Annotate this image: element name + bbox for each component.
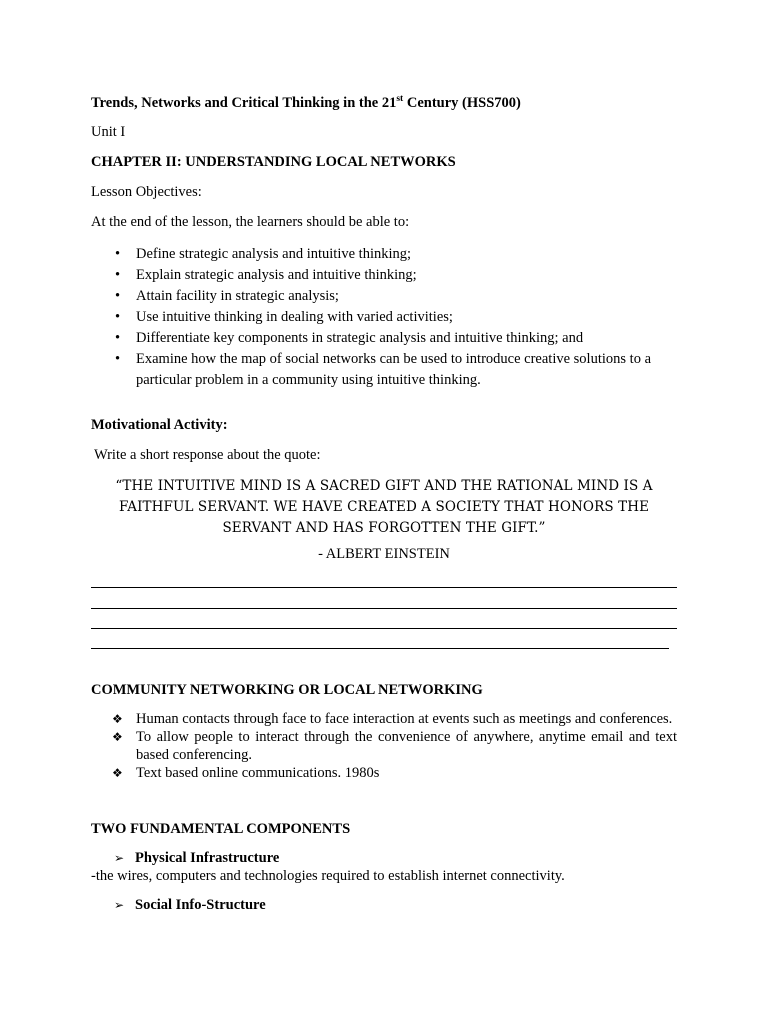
quote-line: “THE INTUITIVE MIND IS A SACRED GIFT AND THE RATIONAL MIND IS A: [115, 478, 653, 494]
course-title-superscript: st: [396, 94, 404, 104]
objective-item: [0, 286, 768, 307]
diamond-bullet-icon: ❖: [112, 730, 123, 744]
community-item-text: Human contacts through face to face interaction at events such as meetings and conferences.: [136, 711, 673, 727]
diamond-bullet-icon: ❖: [112, 712, 123, 726]
physical-infrastructure-desc: -the wires, computers and technologies required to establish internet connectivity.: [91, 868, 565, 884]
bullet-icon: •: [115, 246, 121, 262]
objective-text: Differentiate key components in strategic analysis and intuitive thinking; and: [136, 330, 584, 346]
community-list: [0, 710, 768, 782]
community-item-text: To allow people to interact through the convenience of anywhere, anytime email and text based conferencing.: [136, 729, 677, 763]
objective-text: Attain facility in strategic analysis;: [136, 288, 339, 304]
diamond-bullet-icon: ❖: [112, 766, 123, 780]
answer-line: [91, 608, 677, 609]
quote-author: - ALBERT EINSTEIN: [318, 546, 450, 562]
chapter-title: : UNDERSTANDING LOCAL NETWORKS: [176, 154, 456, 170]
community-item: [0, 764, 768, 782]
motivational-instruction: Write a short response about the quote:: [94, 447, 321, 463]
objective-item: [0, 328, 768, 349]
unit-label: Unit I: [91, 124, 126, 140]
chapter-heading: [91, 153, 456, 171]
objectives-intro: At the end of the lesson, the learners should be able to:: [91, 214, 410, 230]
answer-line: [91, 648, 669, 649]
objective-item: [0, 307, 768, 328]
social-info-structure-title: Social Info-Structure: [135, 897, 266, 913]
objectives-list: [0, 244, 768, 391]
bullet-icon: •: [115, 309, 121, 325]
objective-item: [0, 349, 768, 391]
arrow-bullet-icon: ➢: [114, 898, 125, 912]
components-heading: TWO FUNDAMENTAL COMPONENTS: [91, 821, 351, 837]
physical-infrastructure-title: Physical Infrastructure: [135, 850, 280, 866]
motivational-heading: Motivational Activity:: [91, 417, 228, 433]
objective-text: Explain strategic analysis and intuitive thinking;: [136, 267, 417, 283]
course-title-text: Trends, Networks and Critical Thinking in the 21: [91, 95, 397, 111]
arrow-bullet-icon: ➢: [114, 851, 125, 865]
course-title-code: Century (HSS700): [403, 95, 521, 111]
objective-text: Examine how the map of social networks can be used to introduce creative solutions to a particular problem in a community using intuitive thinking.: [136, 351, 652, 388]
quote-line: FAITHFUL SERVANT. WE HAVE CREATED A SOCIETY THAT HONORS THE: [118, 499, 650, 515]
community-item: [0, 710, 768, 728]
objectives-heading: Lesson Objectives:: [91, 184, 202, 200]
answer-line: [91, 628, 677, 629]
chapter-number: CHAPTER II: [91, 154, 177, 170]
bullet-icon: •: [115, 330, 121, 346]
bullet-icon: •: [115, 267, 121, 283]
quote-line: SERVANT AND HAS FORGOTTEN THE GIFT.”: [222, 520, 546, 536]
objective-text: Use intuitive thinking in dealing with varied activities;: [136, 309, 453, 325]
quote-block: [91, 476, 677, 539]
community-item: [0, 728, 768, 764]
objective-item: [0, 265, 768, 286]
community-item-text: Text based online communications. 1980s: [136, 765, 380, 781]
objective-text: Define strategic analysis and intuitive thinking;: [136, 246, 412, 262]
course-title: [91, 94, 521, 112]
bullet-icon: •: [115, 288, 121, 304]
bullet-icon: •: [115, 351, 121, 367]
answer-line: [91, 587, 677, 588]
community-heading: COMMUNITY NETWORKING OR LOCAL NETWORKING: [91, 682, 483, 698]
objective-item: [0, 244, 768, 265]
